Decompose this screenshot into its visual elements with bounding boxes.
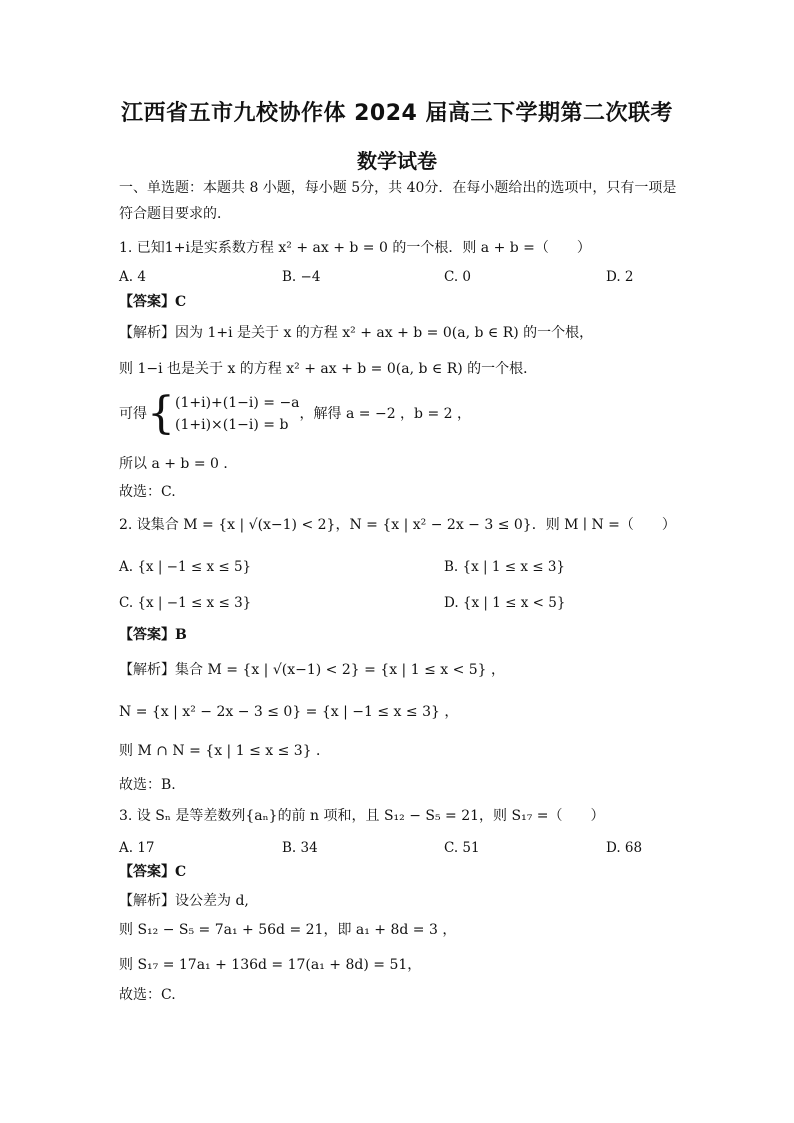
left-brace-symbol: { bbox=[147, 388, 175, 439]
q1-analysis-1: 【解析】因为 1+i 是关于 x 的方程 x² + ax + b = 0(a, b ∈ R) 的一个根， bbox=[119, 325, 594, 341]
exam-subtitle: 数学试卷 bbox=[357, 149, 437, 173]
q1-equation-1: (1+i)+(1−i) = −a bbox=[175, 395, 300, 411]
q1-option-d: D. 2 bbox=[606, 269, 634, 285]
q3-answer: 【答案】C bbox=[119, 864, 187, 880]
q3-choice: 故选：C. bbox=[119, 987, 176, 1003]
equation-system bbox=[175, 392, 300, 436]
q3-option-b: B. 34 bbox=[282, 840, 318, 856]
exam-title: 江西省五市九校协作体 2024 届高三下学期第二次联考 bbox=[120, 101, 674, 126]
q2-option-a: A. {x | −1 ≤ x ≤ 5} bbox=[119, 559, 252, 575]
q2-answer: 【答案】B bbox=[119, 627, 187, 643]
q3-analysis-1: 【解析】设公差为 d, bbox=[119, 893, 249, 909]
q2-option-c: C. {x | −1 ≤ x ≤ 3} bbox=[119, 595, 252, 611]
q1-analysis-3-prefix: 可得 bbox=[119, 406, 147, 422]
q3-option-c: C. 51 bbox=[444, 840, 480, 856]
q1-equation-2: (1+i)×(1−i) = b bbox=[175, 417, 289, 433]
q3-option-a: A. 17 bbox=[119, 840, 155, 856]
q2-analysis-1: 【解析】集合 M = {x | √(x−1) < 2} = {x | 1 ≤ x < 5} ， bbox=[119, 662, 506, 678]
q3-analysis-3: 则 S₁₇ = 17a₁ + 136d = 17(a₁ + 8d) = 51， bbox=[119, 957, 422, 973]
q1-analysis-2: 则 1−i 也是关于 x 的方程 x² + ax + b = 0(a, b ∈ R) 的一个根． bbox=[119, 361, 538, 377]
q2-analysis-3: 则 M ∩ N = {x | 1 ≤ x ≤ 3} ． bbox=[119, 743, 331, 759]
q3-option-d: D. 68 bbox=[606, 840, 643, 856]
q1-option-a: A. 4 bbox=[119, 269, 146, 285]
q1-option-c: C. 0 bbox=[444, 269, 472, 285]
q1-stem: 1. 已知1+i是实系数方程 x² + ax + b = 0 的一个根．则 a + b =（ ） bbox=[119, 240, 591, 256]
q1-answer: 【答案】C bbox=[119, 294, 187, 310]
q3-stem: 3. 设 Sₙ 是等差数列{aₙ}的前 n 项和，且 S₁₂ − S₅ = 21，则 S₁₇ =（ ） bbox=[119, 808, 605, 824]
section-heading-line2: 符合题目要求的． bbox=[119, 206, 231, 222]
q1-option-b: B. −4 bbox=[282, 269, 321, 285]
q3-analysis-2: 则 S₁₂ − S₅ = 7a₁ + 56d = 21，即 a₁ + 8d = 3 ， bbox=[119, 922, 457, 938]
q1-analysis-3 bbox=[119, 388, 471, 439]
q2-analysis-2: N = {x | x² − 2x − 3 ≤ 0} = {x | −1 ≤ x ≤ 3} ， bbox=[119, 704, 459, 720]
q2-option-b: B. {x | 1 ≤ x ≤ 3} bbox=[444, 559, 566, 575]
q2-choice: 故选：B. bbox=[119, 777, 176, 793]
q1-analysis-4: 所以 a + b = 0 ． bbox=[119, 456, 238, 472]
q2-option-d: D. {x | 1 ≤ x < 5} bbox=[444, 595, 566, 611]
q1-analysis-3-suffix: ，解得 a = −2 ，b = 2 ， bbox=[299, 406, 471, 422]
q2-stem: 2. 设集合 M = {x | √(x−1) < 2}，N = {x | x² − 2x − 3 ≤ 0}．则 M ∣ N =（ ） bbox=[119, 517, 676, 533]
section-heading-line1: 一、单选题：本题共 8 小题，每小题 5分，共 40分．在每小题给出的选项中，只有一项是 bbox=[119, 180, 677, 196]
q1-choice: 故选：C. bbox=[119, 484, 176, 500]
